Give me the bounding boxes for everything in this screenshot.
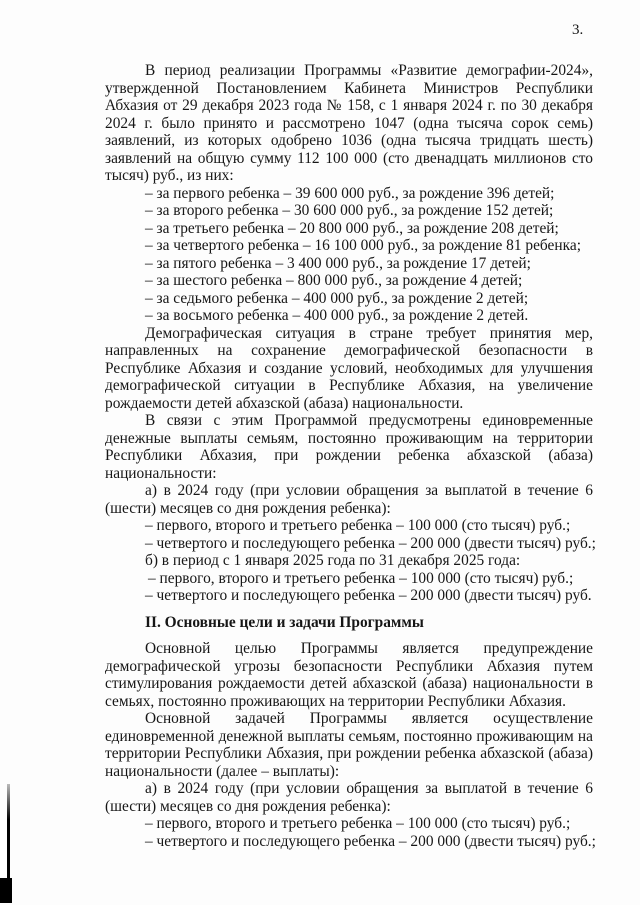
- scan-edge-block: [0, 878, 12, 903]
- list-item: – за второго ребенка – 30 600 000 руб., за рождение 152 детей;: [145, 202, 554, 219]
- list-item: – за восьмого ребенка – 400 000 руб., за рождение 2 детей.: [145, 307, 529, 324]
- page-number: 3.: [572, 22, 584, 38]
- list-item: – четвертого и последующего ребенка – 200 000 (двести тысяч) руб.;: [145, 832, 596, 850]
- list-item: – первого, второго и третьего ребенка – 100 000 (сто тысяч) руб.;: [145, 517, 571, 534]
- list-item: – четвертого и последующего ребенка – 200 000 (двести тысяч) руб.;: [145, 534, 596, 552]
- item-a-paragraph: а) в 2024 году (при условии обращения за выплатой в течение 6 (шести) месяцев со дня рождения ребенка):: [105, 482, 593, 517]
- payments-intro-paragraph: В связи с этим Программой предусмотрены единовременные денежные выплаты семьям, постоянно проживающим на территории Республики Абхазия, при рождении ребенка абхазской (абаза) национальности:: [105, 412, 593, 482]
- section-heading: II. Основные цели и задачи Программы: [145, 613, 424, 631]
- payments-by-child-list: [105, 185, 593, 325]
- list-item: – первого, второго и третьего ребенка – 100 000 (сто тысяч) руб.;: [145, 815, 571, 832]
- list-item: – за пятого ребенка – 3 400 000 руб., за рождение 17 детей;: [145, 254, 531, 272]
- list-item: – за седьмого ребенка – 400 000 руб., за рождение 2 детей;: [145, 289, 529, 307]
- list-item: – первого, второго и третьего ребенка – 100 000 (сто тысяч) руб.;: [148, 569, 574, 587]
- document-body: [105, 62, 596, 850]
- item-b-paragraph: б) в период с 1 января 2025 года по 31 декабря 2025 года:: [145, 552, 521, 569]
- list-item: – за четвертого ребенка – 16 100 000 руб., за рождение 81 ребенка;: [145, 237, 581, 254]
- intro-paragraph: В период реализации Программы «Развитие демографии-2024», утвержденной Постановлением Кабинета Министров Республики Абхазия от 29 декабря 2023 года № 158, с 1 января 2024 г. по 30 декабря 2024 г. было принято и рассмотрено 1047 (одна тысяча сорок семь) заявлений, из которых одобрено 1036 (одна тысяча тридцать шесть) заявлений на общую сумму 112 100 000 (сто двенадцать миллионов сто тысяч) руб., из них:: [105, 62, 593, 184]
- list-item: – за третьего ребенка – 20 800 000 руб., за рождение 208 детей;: [145, 219, 559, 237]
- list-item: – за первого ребенка – 39 600 000 руб., за рождение 396 детей;: [145, 184, 555, 202]
- task-paragraph: Основной задачей Программы является осуществление единовременной денежной выплаты семьям, постоянно проживающим на территории Республики Абхазия, при рождении ребенка абхазской (абаза) национальности (далее – выплаты):: [105, 710, 593, 780]
- situation-paragraph: Демографическая ситуация в стране требует принятия мер, направленных на сохранение демографической безопасности в Республике Абхазия и создание условий, необходимых для улучшения демографической ситуации в Республике Абхазия, на увеличение рождаемости детей абхазской (абаза) национальности.: [105, 324, 593, 412]
- list-item: – за шестого ребенка – 800 000 руб., за рождение 4 детей;: [145, 272, 523, 289]
- goal-paragraph: Основной целью Программы является предупреждение демографической угрозы безопасности Республики Абхазия путем стимулирования рождаемости детей абхазской (абаза) национальности в семьях, постоянно проживающих на территории Республики Абхазия.: [105, 640, 593, 710]
- list-item: – четвертого и последующего ребенка – 200 000 (двести тысяч) руб.: [145, 587, 592, 604]
- item-a-paragraph: а) в 2024 году (при условии обращения за выплатой в течение 6 (шести) месяцев со дня рождения ребенка):: [105, 780, 593, 815]
